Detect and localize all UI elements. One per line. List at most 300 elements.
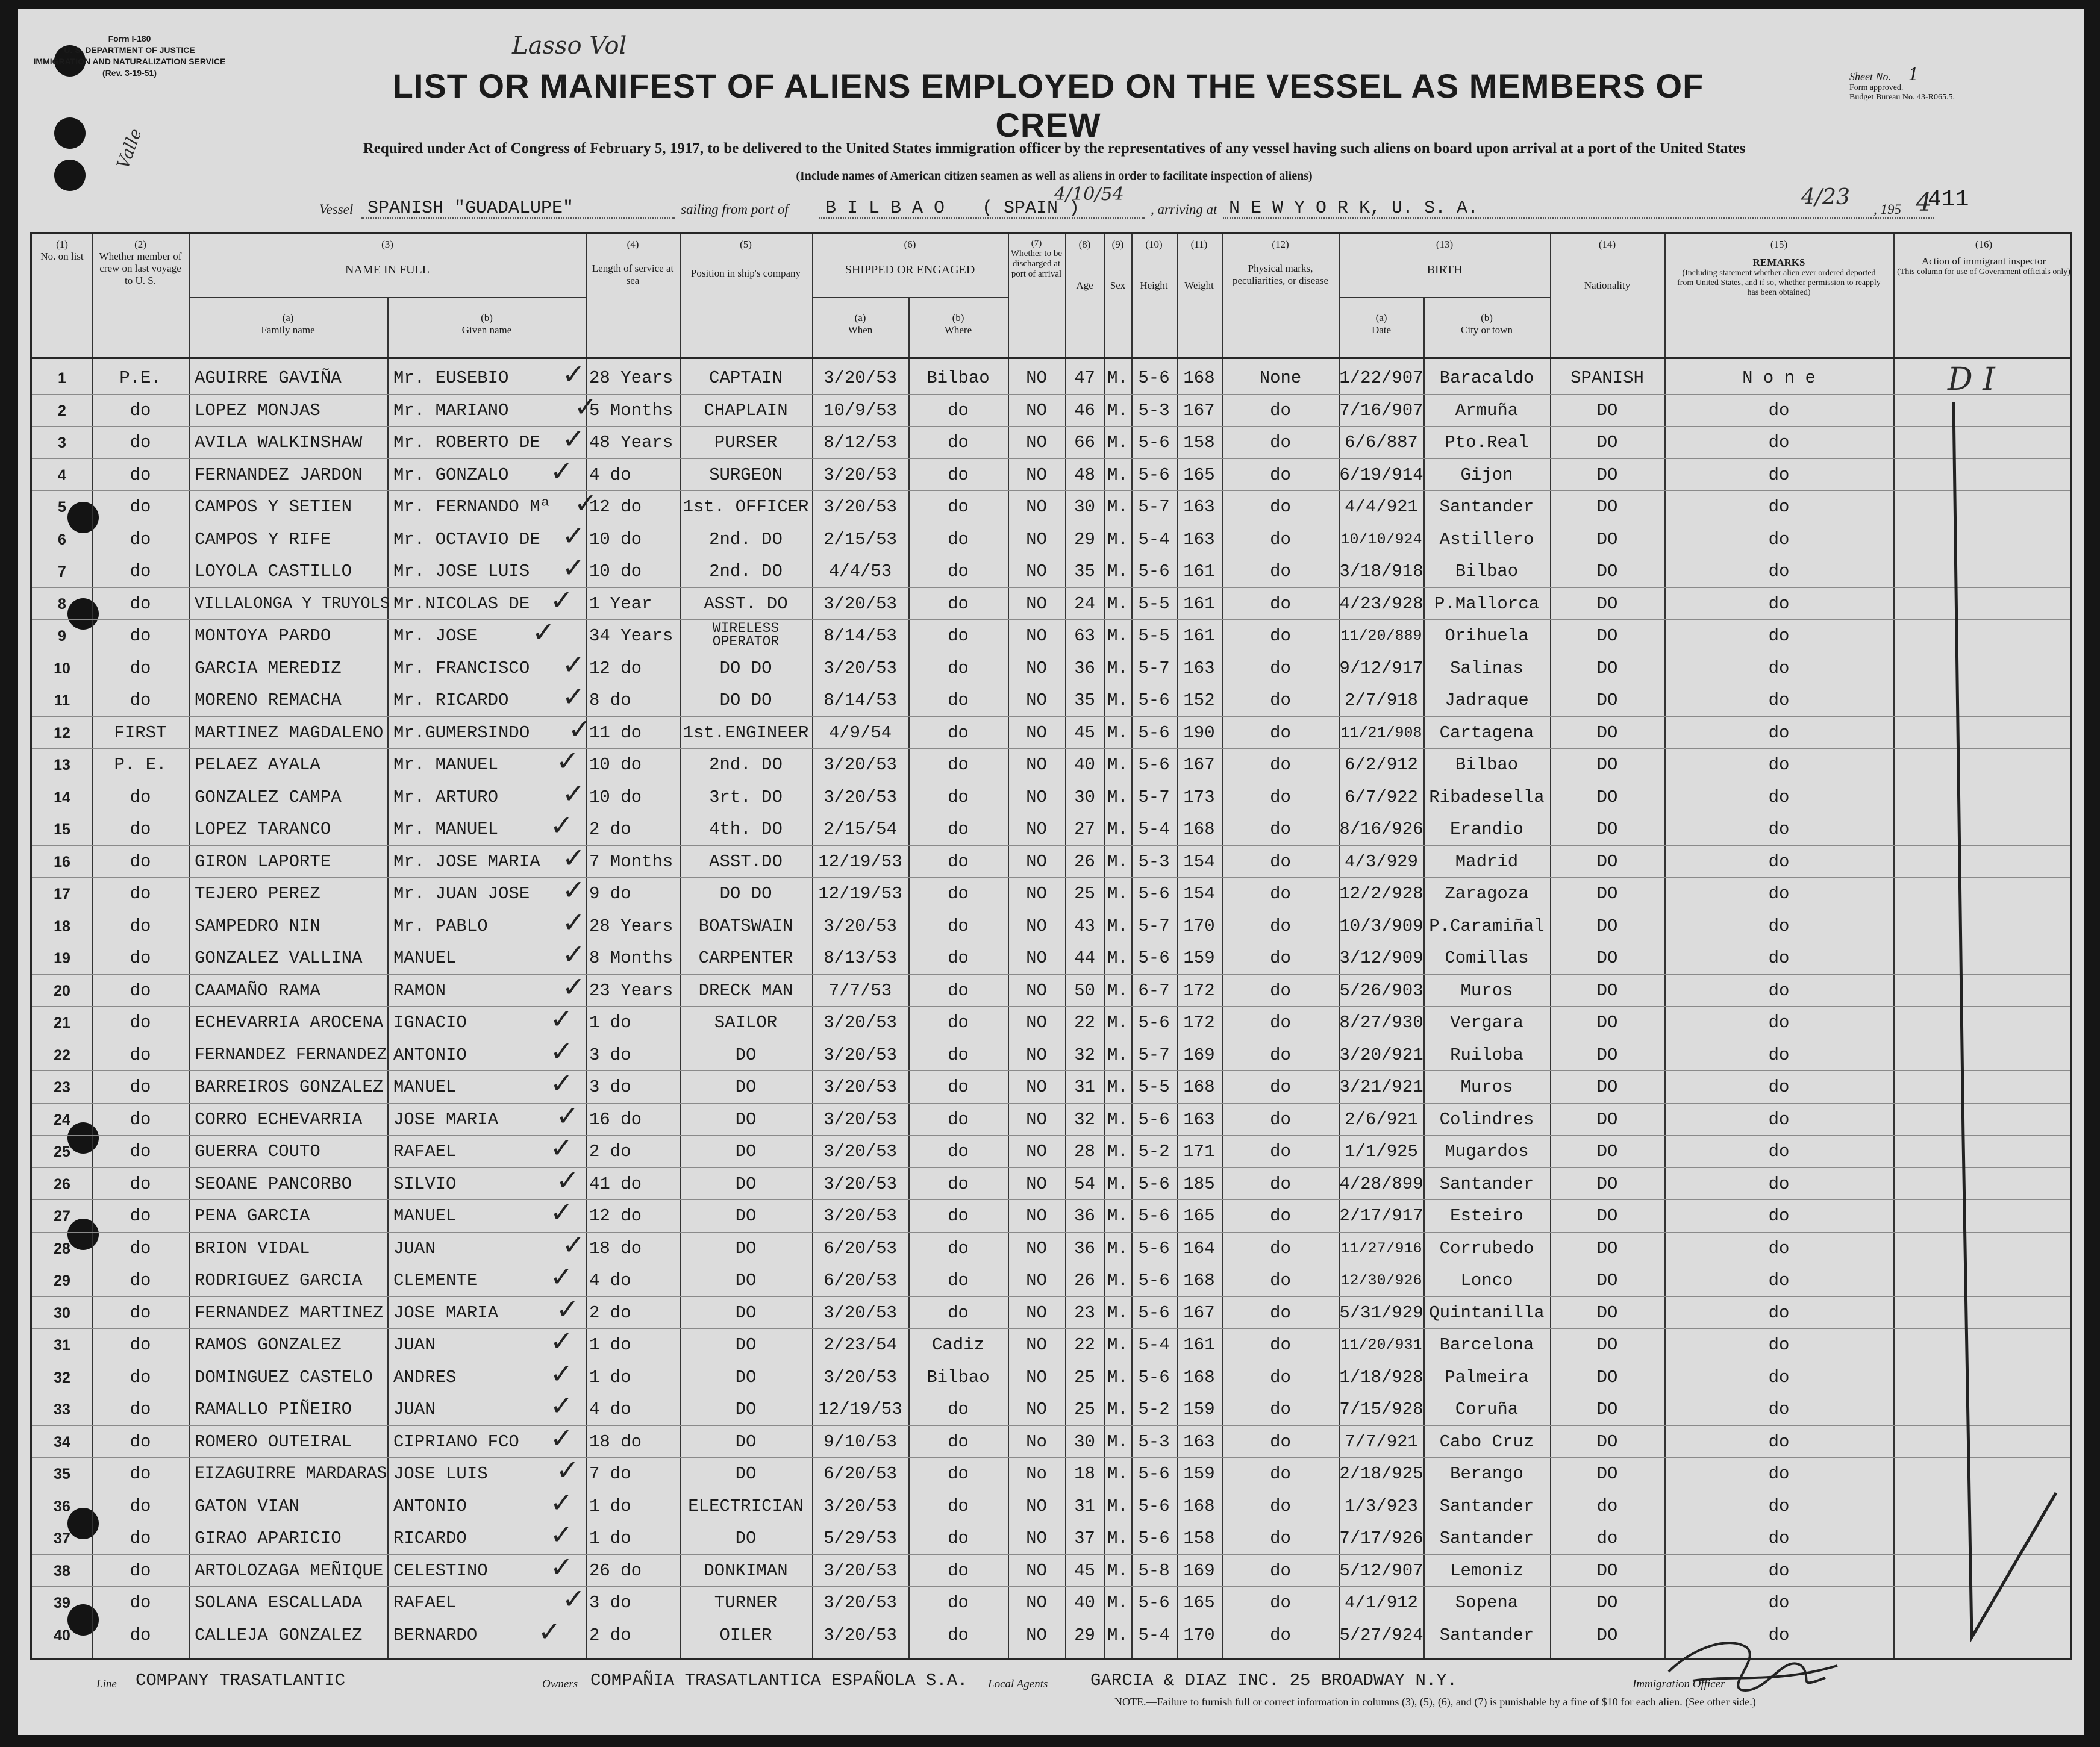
cell-age: 40 <box>1074 755 1095 775</box>
cell-height: 5-4 <box>1138 1625 1170 1645</box>
checkmark-icon: ✓ <box>550 1034 573 1067</box>
cell-position: 1st. OFFICER <box>683 497 809 517</box>
cell-age: 35 <box>1074 690 1095 710</box>
cell-remarks: do <box>1768 722 1790 743</box>
cell-position: CHAPLAIN <box>704 400 788 420</box>
cell-last: do <box>130 626 151 646</box>
cell-family: SOLANA ESCALLADA <box>195 1593 363 1613</box>
checkmark-icon: ✓ <box>556 1292 580 1325</box>
cell-given: JOSE MARIA <box>393 1109 499 1130</box>
cell-position: 2nd. DO <box>709 755 783 775</box>
cell-n: 19 <box>54 950 70 967</box>
cell-disch: NO <box>1026 1174 1047 1194</box>
cell-sex: M. <box>1107 1109 1128 1130</box>
cell-height: 5-4 <box>1138 819 1170 839</box>
owners-value: COMPAÑIA TRASATLANTICA ESPAÑOLA S.A. <box>590 1670 968 1690</box>
checkmark-icon: ✓ <box>550 1518 573 1551</box>
cell-when: 12/19/53 <box>818 884 902 904</box>
cell-where: do <box>948 690 969 710</box>
cell-n: 40 <box>54 1627 70 1644</box>
cell-n: 23 <box>54 1079 70 1096</box>
cell-weight: 168 <box>1183 1367 1215 1387</box>
cell-marks: do <box>1270 1367 1291 1387</box>
checkmark-icon: ✓ <box>550 1067 573 1099</box>
cell-weight: 172 <box>1183 1013 1215 1033</box>
cell-bdate: 3/18/918 <box>1339 561 1423 581</box>
cell-city: Lonco <box>1460 1270 1513 1290</box>
cell-weight: 161 <box>1183 626 1215 646</box>
cell-remarks: do <box>1768 1560 1790 1581</box>
cell-sex: M. <box>1107 368 1128 388</box>
cell-age: 22 <box>1074 1013 1095 1033</box>
cell-family: BRION VIDAL <box>195 1238 310 1258</box>
cell-sex: M. <box>1107 851 1128 872</box>
cell-when: 6/20/53 <box>823 1464 897 1484</box>
cell-height: 5-7 <box>1138 658 1170 678</box>
cell-given: BERNARDO <box>393 1625 478 1645</box>
cell-height: 6-7 <box>1138 980 1170 1001</box>
cell-marks: do <box>1270 464 1291 485</box>
cell-disch: NO <box>1026 1528 1047 1548</box>
cell-height: 5-6 <box>1138 884 1170 904</box>
cell-given: Mr. MARIANO <box>393 400 509 420</box>
cell-position: DO DO <box>719 884 772 904</box>
checkmark-icon: ✓ <box>550 1421 573 1454</box>
cell-disch: NO <box>1026 916 1047 936</box>
sheet-number: 1 <box>1908 64 1919 84</box>
cell-remarks: do <box>1768 626 1790 646</box>
agency-name: U. S. DEPARTMENT OF JUSTICE <box>64 45 195 55</box>
cell-nat: DO <box>1596 1335 1618 1355</box>
cell-bdate: 11/21/908 <box>1340 723 1422 742</box>
cell-city: Astillero <box>1439 529 1534 549</box>
cell-marks: do <box>1270 1464 1291 1484</box>
cell-bdate: 12/30/926 <box>1340 1272 1422 1289</box>
cell-service: 1 do <box>589 1367 631 1387</box>
arriving-label: , arriving at <box>1151 202 1217 217</box>
cell-family: PENA GARCIA <box>195 1206 310 1226</box>
cell-when: 2/15/53 <box>823 529 897 549</box>
checkmark-icon: ✓ <box>562 680 586 713</box>
cell-when: 2/23/54 <box>823 1335 897 1355</box>
cell-age: 25 <box>1074 1399 1095 1419</box>
cell-nat: do <box>1596 1528 1618 1548</box>
cell-weight: 163 <box>1183 658 1215 678</box>
cell-given: Mr. GONZALO <box>393 464 509 485</box>
cell-remarks: do <box>1768 529 1790 549</box>
cell-nat: DO <box>1596 755 1618 775</box>
cell-given: Mr. MANUEL <box>393 819 499 839</box>
cell-city: Ribadesella <box>1429 787 1545 807</box>
col11-header: (11) Weight <box>1184 239 1214 291</box>
cell-n: 37 <box>54 1530 70 1547</box>
cell-family: TEJERO PEREZ <box>195 884 320 904</box>
cell-last: do <box>130 884 151 904</box>
checkmark-icon: ✓ <box>562 519 586 552</box>
cell-position: DO <box>735 1335 757 1355</box>
form-identifier <box>24 33 235 79</box>
cell-last: FIRST <box>114 722 167 743</box>
cell-where: do <box>948 593 969 614</box>
cell-last: do <box>130 1077 151 1097</box>
cell-where: do <box>948 1238 969 1258</box>
cell-age: 24 <box>1074 593 1095 614</box>
cell-family: AVILA WALKINSHAW <box>195 433 363 452</box>
cell-family: VILLALONGA Y TRUYOLS <box>195 595 390 613</box>
cell-city: Comillas <box>1445 948 1529 968</box>
cell-bdate: 4/1/912 <box>1345 1593 1418 1613</box>
cell-nat: DO <box>1596 1399 1618 1419</box>
cell-n: 12 <box>54 724 70 742</box>
cell-bdate: 4/23/928 <box>1339 593 1423 614</box>
cell-nat: DO <box>1596 690 1618 710</box>
checkmark-icon: ✓ <box>556 1099 580 1132</box>
handwritten-top-note: Lasso Vol <box>512 32 627 60</box>
cell-height: 5-6 <box>1138 722 1170 743</box>
cell-age: 36 <box>1074 1206 1095 1226</box>
cell-when: 2/15/54 <box>823 819 897 839</box>
cell-n: 20 <box>54 982 70 999</box>
cell-service: 26 do <box>589 1560 642 1581</box>
cell-n: 28 <box>54 1240 70 1257</box>
cell-weight: 154 <box>1183 851 1215 872</box>
cell-marks: None <box>1259 368 1302 388</box>
cell-height: 5-6 <box>1138 690 1170 710</box>
cell-nat: DO <box>1596 1367 1618 1387</box>
cell-where: do <box>948 400 969 420</box>
cell-family: CAMPOS Y RIFE <box>195 529 331 549</box>
cell-bdate: 5/12/907 <box>1339 1560 1423 1581</box>
cell-when: 3/20/53 <box>823 916 897 936</box>
cell-when: 3/20/53 <box>823 368 897 388</box>
cell-n: 7 <box>58 563 66 580</box>
vessel-line <box>295 184 2018 223</box>
cell-family: GARCIA MEREDIZ <box>195 658 342 678</box>
cell-disch: NO <box>1026 1625 1047 1645</box>
cell-marks: do <box>1270 722 1291 743</box>
cell-remarks: do <box>1768 690 1790 710</box>
cell-last: do <box>130 1399 151 1419</box>
cell-nat: DO <box>1596 1013 1618 1033</box>
cell-disch: NO <box>1026 1593 1047 1613</box>
cell-disch: NO <box>1026 1206 1047 1226</box>
cell-last: P. E. <box>114 755 167 775</box>
cell-marks: do <box>1270 1302 1291 1323</box>
cell-age: 25 <box>1074 884 1095 904</box>
cell-bdate: 1/3/923 <box>1345 1496 1418 1516</box>
cell-when: 9/10/53 <box>823 1431 897 1452</box>
cell-where: do <box>948 884 969 904</box>
cell-service: 4 do <box>589 1270 631 1290</box>
cell-given: Mr. EUSEBIO <box>393 368 509 388</box>
cell-nat: DO <box>1596 561 1618 581</box>
cell-weight: 168 <box>1183 1496 1215 1516</box>
cell-height: 5-3 <box>1138 851 1170 872</box>
cell-given: IGNACIO <box>393 1013 467 1033</box>
col1-header: (1) No. on list <box>40 239 84 262</box>
cell-where: do <box>948 529 969 549</box>
cell-n: 30 <box>54 1304 70 1322</box>
cell-age: 36 <box>1074 1238 1095 1258</box>
cell-when: 7/7/53 <box>828 980 892 1001</box>
cell-nat: DO <box>1596 1109 1618 1130</box>
cell-where: do <box>948 1593 969 1613</box>
cell-position: DO <box>735 1528 757 1548</box>
checkmark-icon: ✓ <box>550 809 573 842</box>
cell-nat: DO <box>1596 1464 1618 1484</box>
cell-sex: M. <box>1107 561 1128 581</box>
cell-height: 5-5 <box>1138 593 1170 614</box>
cell-where: do <box>948 1045 969 1065</box>
cell-marks: do <box>1270 690 1291 710</box>
cell-height: 5-6 <box>1138 1593 1170 1613</box>
checkmark-icon: ✓ <box>556 745 580 777</box>
cell-bdate: 6/19/914 <box>1339 464 1423 485</box>
cell-city: Armuña <box>1455 400 1519 420</box>
cell-given: RICARDO <box>393 1528 467 1548</box>
arrival-port: N E W Y O R K, U. S. A. <box>1229 198 1479 219</box>
cell-last: do <box>130 1335 151 1355</box>
col12-header: (12) Physical marks, peculiarities, or disease <box>1232 239 1329 286</box>
cell-nat: DO <box>1596 593 1618 614</box>
cell-sex: M. <box>1107 1142 1128 1161</box>
cell-given: MANUEL <box>393 1206 457 1226</box>
cell-remarks: do <box>1768 948 1790 968</box>
cell-sex: M. <box>1107 1560 1128 1581</box>
cell-where: do <box>948 1270 969 1290</box>
cell-sex: M. <box>1107 1464 1128 1484</box>
cell-position: DO <box>735 1174 757 1194</box>
cell-position: SAILOR <box>714 1013 778 1033</box>
cell-city: Berango <box>1450 1464 1523 1484</box>
cell-where: do <box>948 658 969 678</box>
owners-label: Owners <box>542 1678 578 1690</box>
cell-city: Baracaldo <box>1439 368 1534 388</box>
cell-service: 12 do <box>589 1206 642 1226</box>
cell-marks: do <box>1270 1593 1291 1613</box>
cell-sex: M. <box>1107 658 1128 678</box>
cell-family: BARREIROS GONZALEZ <box>195 1077 384 1097</box>
cell-n: 34 <box>54 1433 70 1451</box>
col9-header: (9) Sex <box>1110 239 1126 291</box>
cell-sex: M. <box>1107 400 1128 420</box>
cell-service: 12 do <box>589 658 642 678</box>
cell-age: 29 <box>1074 529 1095 549</box>
cell-weight: 161 <box>1183 561 1215 581</box>
cell-remarks: do <box>1768 1335 1790 1355</box>
cell-position: 3rt. DO <box>709 787 783 807</box>
cell-n: 33 <box>54 1401 70 1418</box>
cell-disch: NO <box>1026 1238 1047 1258</box>
cell-position: 1st.ENGINEER <box>683 722 809 743</box>
cell-bdate: 11/20/889 <box>1340 627 1422 645</box>
cell-bdate: 2/18/925 <box>1339 1464 1423 1484</box>
cell-given: Mr. FERNANDO Mª <box>393 497 551 517</box>
checkmark-icon: ✓ <box>550 1486 573 1519</box>
cell-remarks: do <box>1768 1270 1790 1290</box>
cell-disch: NO <box>1026 1560 1047 1581</box>
cell-weight: 163 <box>1183 1431 1215 1452</box>
checkmark-icon: ✓ <box>550 1002 573 1035</box>
cell-age: 31 <box>1074 1496 1095 1516</box>
cell-given: Mr. MANUEL <box>393 755 499 775</box>
cell-position: DO <box>735 1109 757 1130</box>
cell-age: 47 <box>1074 368 1095 388</box>
cell-service: 8 Months <box>589 948 673 968</box>
cell-position: DO <box>735 1206 757 1226</box>
cell-position: CARPENTER <box>698 948 793 968</box>
cell-remarks: do <box>1768 1464 1790 1484</box>
cell-height: 5-4 <box>1138 529 1170 549</box>
cell-nat: DO <box>1596 1077 1618 1097</box>
cell-service: 7 do <box>589 1464 631 1484</box>
line-label: Line <box>96 1678 117 1690</box>
cell-sex: M. <box>1107 1013 1128 1033</box>
cell-nat: DO <box>1596 1206 1618 1226</box>
cell-n: 11 <box>54 692 70 709</box>
cell-last: do <box>130 433 151 452</box>
cell-sex: M. <box>1107 433 1128 452</box>
cell-disch: NO <box>1026 980 1047 1001</box>
cell-family: AGUIRRE GAVIÑA <box>195 368 342 388</box>
cell-disch: NO <box>1026 1302 1047 1323</box>
page-title: LIST OR MANIFEST OF ALIENS EMPLOYED ON THE VESSEL AS MEMBERS OF CREW <box>392 67 1704 144</box>
cell-last: do <box>130 1109 151 1130</box>
cell-disch: NO <box>1026 1045 1047 1065</box>
cell-city: Muros <box>1460 980 1513 1001</box>
cell-nat: DO <box>1596 400 1618 420</box>
cell-n: 15 <box>54 821 70 838</box>
cell-service: 1 do <box>589 1496 631 1516</box>
cell-service: 10 do <box>589 755 642 775</box>
cell-weight: 163 <box>1183 1109 1215 1130</box>
cell-marks: do <box>1270 561 1291 581</box>
cell-family: MARTINEZ MAGDALENO <box>195 722 384 743</box>
cell-disch: NO <box>1026 1013 1047 1033</box>
cell-weight: 168 <box>1183 819 1215 839</box>
cell-last: do <box>130 851 151 872</box>
cell-city: Gijon <box>1460 464 1513 485</box>
cell-last: do <box>130 1528 151 1548</box>
cell-n: 25 <box>54 1143 70 1160</box>
cell-service: 12 do <box>589 497 642 517</box>
cell-age: 48 <box>1074 464 1095 485</box>
cell-city: Santander <box>1439 1174 1534 1194</box>
budget-bureau: Budget Bureau No. 43-R065.5. <box>1849 93 1955 102</box>
cell-height: 5-6 <box>1138 1238 1170 1258</box>
cell-age: 45 <box>1074 722 1095 743</box>
cell-service: 7 Months <box>589 851 673 872</box>
cell-city: Cartagena <box>1439 722 1534 743</box>
cell-marks: do <box>1270 1399 1291 1419</box>
cell-service: 11 do <box>589 722 642 743</box>
cell-bdate: 2/7/918 <box>1345 690 1418 710</box>
cell-when: 10/9/53 <box>823 400 897 420</box>
cell-where: do <box>948 1077 969 1097</box>
cell-age: 43 <box>1074 916 1095 936</box>
cell-position: DO <box>735 1464 757 1484</box>
cell-height: 5-6 <box>1138 368 1170 388</box>
cell-last: do <box>130 1206 151 1226</box>
cell-height: 5-4 <box>1138 1335 1170 1355</box>
cell-disch: NO <box>1026 851 1047 872</box>
cell-marks: do <box>1270 884 1291 904</box>
cell-last: do <box>130 1464 151 1484</box>
checkmark-icon: ✓ <box>562 938 586 970</box>
cell-weight: 169 <box>1183 1045 1215 1065</box>
cell-sex: M. <box>1107 722 1128 743</box>
cell-remarks: do <box>1768 819 1790 839</box>
cell-city: Ruiloba <box>1450 1045 1523 1065</box>
cell-when: 3/20/53 <box>823 1142 897 1161</box>
cell-weight: 161 <box>1183 1335 1215 1355</box>
cell-weight: 167 <box>1183 755 1215 775</box>
cell-age: 30 <box>1074 1431 1095 1452</box>
cell-marks: do <box>1270 400 1291 420</box>
cell-when: 6/20/53 <box>823 1270 897 1290</box>
cell-bdate: 5/26/903 <box>1339 980 1423 1001</box>
cell-disch: NO <box>1026 690 1047 710</box>
cell-age: 66 <box>1074 433 1095 452</box>
cell-city: Santander <box>1439 1625 1534 1645</box>
cell-bdate: 6/6/887 <box>1345 433 1418 452</box>
cell-bdate: 1/1/925 <box>1345 1142 1418 1161</box>
arrival-date-handwritten: 4/23 <box>1801 185 1850 210</box>
col4-header: (4) Length of service at sea <box>592 239 674 286</box>
cell-service: 8 do <box>589 690 631 710</box>
cell-where: do <box>948 561 969 581</box>
cell-given: ANTONIO <box>393 1496 467 1516</box>
cell-disch: No <box>1026 1464 1047 1484</box>
cell-where: do <box>948 1625 969 1645</box>
cell-marks: do <box>1270 1142 1291 1161</box>
cell-disch: NO <box>1026 529 1047 549</box>
cell-when: 8/14/53 <box>823 626 897 646</box>
departure-date-handwritten: 4/10/54 <box>1054 184 1124 205</box>
cell-family: RAMALLO PIÑEIRO <box>195 1399 352 1419</box>
vessel-label: Vessel <box>319 202 354 217</box>
cell-last: do <box>130 464 151 485</box>
cell-marks: do <box>1270 1109 1291 1130</box>
cell-weight: 161 <box>1183 593 1215 614</box>
cell-weight: 185 <box>1183 1174 1215 1194</box>
cell-family: MORENO REMACHA <box>195 690 342 710</box>
cell-sex: M. <box>1107 1399 1128 1419</box>
cell-marks: do <box>1270 593 1291 614</box>
cell-sex: M. <box>1107 1625 1128 1645</box>
manifest-sheet <box>18 9 2084 1735</box>
checkmark-icon: ✓ <box>574 487 598 519</box>
cell-bdate: 1/18/928 <box>1339 1367 1423 1387</box>
cell-sex: M. <box>1107 593 1128 614</box>
cell-service: 10 do <box>589 529 642 549</box>
cell-service: 3 do <box>589 1045 631 1065</box>
cell-last: do <box>130 1625 151 1645</box>
cell-last: do <box>130 561 151 581</box>
cell-disch: NO <box>1026 1077 1047 1097</box>
cell-age: 26 <box>1074 851 1095 872</box>
cell-given: Mr. JOSE LUIS <box>393 561 530 581</box>
cell-family: RODRIGUEZ GARCIA <box>195 1270 363 1290</box>
cell-age: 25 <box>1074 1367 1095 1387</box>
cell-age: 54 <box>1074 1174 1095 1194</box>
cell-height: 5-6 <box>1138 1174 1170 1194</box>
cell-remarks: do <box>1768 561 1790 581</box>
cell-last: do <box>130 1367 151 1387</box>
cell-weight: 167 <box>1183 1302 1215 1323</box>
form-revision: (Rev. 3-19-51) <box>102 68 157 78</box>
cell-remarks: do <box>1768 464 1790 485</box>
